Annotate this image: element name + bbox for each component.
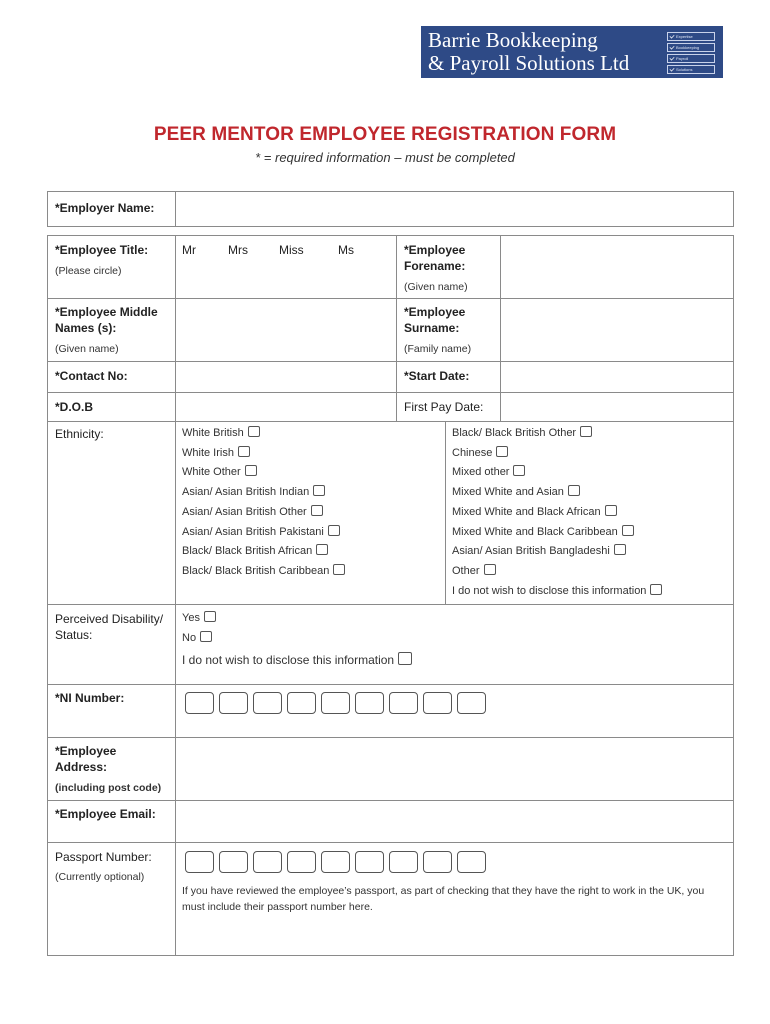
ni-number-char-box[interactable] <box>287 692 316 714</box>
ni-number-char-box[interactable] <box>355 692 384 714</box>
email-field[interactable] <box>177 802 732 841</box>
logo-line-1: Barrie Bookkeeping <box>428 28 598 52</box>
ethnicity-option-label: Asian/ Asian British Other <box>182 505 307 518</box>
divider <box>47 684 734 685</box>
checkbox-icon[interactable] <box>311 505 323 516</box>
checkbox-icon[interactable] <box>333 564 345 575</box>
first-pay-date-label: First Pay Date: <box>404 400 484 414</box>
ethnicity-option-label: Asian/ Asian British Bangladeshi <box>452 545 610 558</box>
logo-stack-item: Payroll <box>667 54 715 63</box>
ethnicity-option-label: White British <box>182 427 244 439</box>
title-option-mr[interactable]: Mr <box>182 243 196 257</box>
ethnicity-option-label: Mixed White and Asian <box>452 486 564 499</box>
dob-field[interactable] <box>177 394 395 420</box>
ethnicity-option-label: Asian/ Asian British Indian <box>182 486 310 499</box>
ethnicity-option-label: Other <box>452 564 480 577</box>
employer-name-field[interactable] <box>177 193 732 225</box>
logo-text <box>428 29 629 75</box>
ethnicity-option-label: Black/ Black British Other <box>452 427 577 439</box>
checkbox-icon[interactable] <box>605 505 617 516</box>
passport-number-char-box[interactable] <box>355 851 384 873</box>
checkbox-icon[interactable] <box>328 525 340 536</box>
forename-hint: (Given name) <box>404 281 468 293</box>
ethnicity-option[interactable] <box>452 525 634 539</box>
title-option-miss[interactable]: Miss <box>279 243 304 257</box>
passport-number-char-box[interactable] <box>321 851 350 873</box>
divider <box>733 235 734 956</box>
disability-yes-text: Yes <box>182 612 200 624</box>
logo-checklist-icon <box>667 32 715 76</box>
ethnicity-option[interactable] <box>182 446 250 460</box>
divider <box>47 235 734 236</box>
passport-number-char-box[interactable] <box>423 851 452 873</box>
passport-label: Passport Number: <box>55 850 152 864</box>
middle-names-label: *Employee Middle Names (s): <box>55 305 158 335</box>
divider <box>175 191 176 227</box>
middle-names-field[interactable] <box>177 300 395 360</box>
logo-stack-item: Solutions <box>667 65 715 74</box>
ethnicity-option-label: Mixed White and Black Caribbean <box>452 525 618 538</box>
ethnicity-option[interactable] <box>182 485 325 499</box>
divider <box>175 235 176 956</box>
checkbox-icon[interactable] <box>398 652 412 665</box>
checkbox-icon[interactable] <box>614 544 626 555</box>
address-hint: (including post code) <box>55 782 162 794</box>
divider <box>500 235 501 422</box>
checkbox-icon[interactable] <box>238 446 250 457</box>
forename-label: *Employee Forename: <box>404 243 466 273</box>
passport-number-char-box[interactable] <box>185 851 214 873</box>
ethnicity-option[interactable] <box>452 465 525 479</box>
ethnicity-option[interactable] <box>452 544 626 558</box>
passport-number-char-box[interactable] <box>389 851 418 873</box>
checkbox-icon[interactable] <box>248 426 260 437</box>
checkbox-icon[interactable] <box>496 446 508 457</box>
divider <box>47 421 734 422</box>
ethnicity-option[interactable] <box>182 465 257 479</box>
disability-option-undisclosed[interactable] <box>182 652 412 667</box>
start-date-label: *Start Date: <box>404 369 470 383</box>
checkbox-icon[interactable] <box>622 525 634 536</box>
disability-no-text: No <box>182 632 197 644</box>
employer-name-label: *Employer Name: <box>55 201 155 215</box>
ethnicity-option-label: White Irish <box>182 446 234 459</box>
ethnicity-option-label: Black/ Black British African <box>182 545 313 558</box>
logo-line-2: & Payroll Solutions Ltd <box>428 51 630 75</box>
passport-number-char-box[interactable] <box>457 851 486 873</box>
checkbox-icon[interactable] <box>204 611 216 622</box>
passport-note: If you have reviewed the employee’s passport, as part of checking that they have the right to work in the UK, you must include their passport number here. <box>182 885 705 913</box>
ethnicity-option-label: Asian/ Asian British Pakistani <box>182 525 324 538</box>
passport-number-char-box[interactable] <box>253 851 282 873</box>
ethnicity-option[interactable] <box>182 564 345 578</box>
ethnicity-option-label: I do not wish to disclose this information <box>452 584 647 597</box>
contact-no-field[interactable] <box>177 363 395 391</box>
divider <box>47 361 734 362</box>
ethnicity-option-label: Mixed White and Black African <box>452 505 601 518</box>
divider <box>47 842 734 843</box>
ethnicity-option[interactable] <box>452 564 496 578</box>
divider <box>47 737 734 738</box>
ethnicity-option-label: Black/ Black British Caribbean <box>182 564 330 577</box>
ethnicity-option[interactable] <box>182 505 323 519</box>
divider <box>445 421 446 605</box>
ethnicity-option[interactable] <box>452 505 617 519</box>
ni-number-char-box[interactable] <box>185 692 214 714</box>
ni-number-label: *NI Number: <box>55 691 125 705</box>
form-title: PEER MENTOR EMPLOYEE REGISTRATION FORM <box>153 124 617 145</box>
checkbox-icon[interactable] <box>200 631 212 642</box>
ethnicity-option[interactable] <box>182 544 328 558</box>
checkbox-icon[interactable] <box>513 465 525 476</box>
divider <box>47 235 48 956</box>
divider <box>47 298 734 299</box>
employee-title-label: *Employee Title: <box>55 243 149 257</box>
surname-label: *Employee Surname: <box>404 305 466 335</box>
ni-number-char-box[interactable] <box>321 692 350 714</box>
ni-number-char-box[interactable] <box>423 692 452 714</box>
ni-number-char-box[interactable] <box>389 692 418 714</box>
disability-undisclosed-text: I do not wish to disclose this information <box>182 653 395 667</box>
title-option-mrs[interactable]: Mrs <box>228 243 248 257</box>
checkbox-icon[interactable] <box>650 584 662 595</box>
disability-option-no[interactable] <box>182 631 212 645</box>
checkbox-icon[interactable] <box>245 465 257 476</box>
divider <box>47 604 734 605</box>
passport-hint: (Currently optional) <box>55 871 145 883</box>
contact-no-label: *Contact No: <box>55 369 128 383</box>
title-option-ms[interactable]: Ms <box>338 243 354 257</box>
checkbox-icon[interactable] <box>568 485 580 496</box>
address-field[interactable] <box>177 739 732 799</box>
first-pay-date-field[interactable] <box>502 394 732 420</box>
form-subtitle: * = required information – must be completed <box>255 150 515 165</box>
checkbox-icon[interactable] <box>316 544 328 555</box>
divider <box>47 191 48 227</box>
ethnicity-option[interactable] <box>452 446 508 460</box>
passport-number-char-box[interactable] <box>219 851 248 873</box>
disability-label: Perceived Disability/ Status: <box>55 612 164 642</box>
divider <box>47 226 734 227</box>
checkbox-icon[interactable] <box>313 485 325 496</box>
address-label: *Employee Address: <box>55 744 117 774</box>
forename-field[interactable] <box>502 237 732 297</box>
email-label: *Employee Email: <box>55 807 156 821</box>
dob-label: *D.O.B <box>55 400 94 414</box>
surname-field[interactable] <box>502 300 732 360</box>
ni-number-char-box[interactable] <box>219 692 248 714</box>
ethnicity-option-label: White Other <box>182 466 241 479</box>
divider <box>47 392 734 393</box>
divider <box>396 235 397 422</box>
ethnicity-option[interactable] <box>182 525 340 539</box>
middle-names-hint: (Given name) <box>55 343 119 355</box>
logo-stack-item: Expertise <box>667 32 715 41</box>
ethnicity-option[interactable] <box>452 426 592 440</box>
passport-number-char-box[interactable] <box>287 851 316 873</box>
logo-stack-item: Bookkeeping <box>667 43 715 52</box>
disability-option-yes[interactable] <box>182 611 216 625</box>
ethnicity-option[interactable] <box>182 426 260 440</box>
checkbox-icon[interactable] <box>580 426 592 437</box>
divider <box>47 955 734 956</box>
surname-hint: (Family name) <box>404 343 472 355</box>
ethnicity-option[interactable] <box>452 584 662 598</box>
employee-title-hint: (Please circle) <box>55 265 122 277</box>
company-logo <box>421 26 723 78</box>
ethnicity-label: Ethnicity: <box>55 427 104 441</box>
ni-number-char-box[interactable] <box>457 692 486 714</box>
ethnicity-option[interactable] <box>452 485 580 499</box>
ethnicity-option-label: Chinese <box>452 446 493 459</box>
divider <box>733 191 734 227</box>
divider <box>47 800 734 801</box>
ethnicity-option-label: Mixed other <box>452 466 510 479</box>
ni-number-char-box[interactable] <box>253 692 282 714</box>
start-date-field[interactable] <box>502 363 732 391</box>
checkbox-icon[interactable] <box>484 564 496 575</box>
divider <box>47 191 734 192</box>
